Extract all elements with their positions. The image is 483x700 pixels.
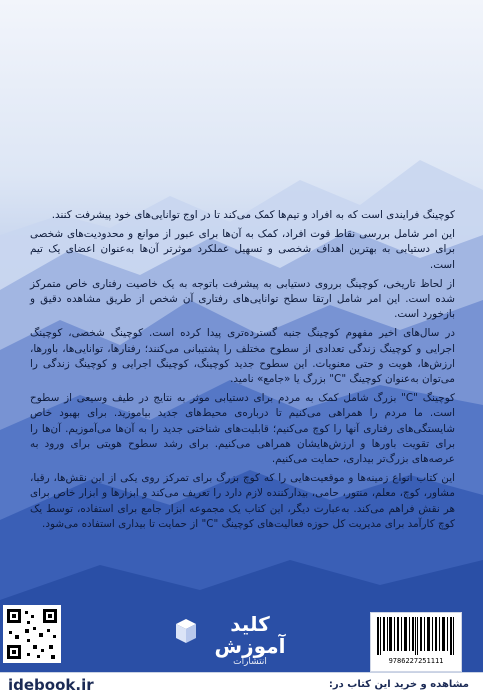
site-logo[interactable]: idebook.ir [8,676,94,694]
banner-text: مشاهده و خرید این کتاب در: [328,679,469,690]
publisher-name: کلید آموزش [214,612,286,658]
paragraph: این امر شامل بررسی نقاط قوت افراد، کمک به آن‌ها برای عبور از موانع و محدودیت‌های شخصی برای دستیابی به بهترین اهداف شخصی و تسهیل عملکرد موثرتر آن‌ها به‌عنوان اعضای یک تیم است. [30,228,455,271]
paragraph: در سال‌های اخیر مفهوم کوچینگ جنبه گسترده‌تری پیدا کرده است. کوچینگ شخصی، کوچینگ اجرایی و کوچینگ زندگی تعدادی از سطوح مختلف را پشتیبانی می‌کنند؛ رفتارها، توانایی‌ها، باورها، ارزش‌ها، هویت و حتی معنویات. این سطوح جدید کوچینگ، کوچینگ اجرایی و کوچینگ زندگی را می‌توان به‌عنوان کوچینگ "C" بزرگ یا «جامع» نامید. [30,327,455,386]
barcode-icon [377,617,455,655]
watermark-banner [0,672,483,700]
publisher-sub: انتشارات [233,657,267,667]
paragraph: این کتاب انواع زمینه‌ها و موقعیت‌هایی را که کوچ بزرگ برای تمرکز روی یکی از این نقش‌ها، رقبا، مشاور، کوچ، معلم، منتور، حامی، بیدارکننده لازم دارد را تعریف می‌کند و ابزارها و ابزار خاص برای هر نقش فراهم می‌کند. به‌عبارت دیگر، این کتاب یک مجموعه ابزار جامع برای استفاده، توسط یک کوچ کارآمد برای مدیریت کل حوزه فعالیت‌های کوچینگ "C" از حمایت تا بیداری استفاده می‌شود. [30,472,455,530]
book-description [30,208,455,536]
publisher-logo [208,612,292,667]
isbn-number: 9786227251111 [388,657,444,665]
paragraph: از لحاظ تاریخی، کوچینگ برروی دستیابی به پیشرفت باتوجه به یک خاصیت رفتاری خاص متمرکز شده است. این امر شامل ارتقا سطح توانایی‌های رفتاری آن شخص از طریق مشاهده دقیق و بازخورد است. [30,277,455,321]
publisher-logo-icon [175,618,197,644]
paragraph: کوچینگ "C" بزرگ شامل کمک به مردم برای دستیابی موثر به نتایج در طیف وسیعی از سطوح است. ما مردم را همراهی می‌کنیم تا درباره‌ی محیط‌های جدید بیاموزید. برای بهبود خاص شایستگی‌های رفتاری آنها را کوچ می‌کنیم؛ قابلیت‌های شناختی جدید را به آن‌ها می‌آموزیم. آن‌ها را برای تقویت باورها و ارزش‌هایشان همراهی می‌کنیم. برای رشد سطوح هویتی برای ورود به عرصه‌های بزرگ‌تر بیداری، حمایت می‌کنیم. [30,392,456,466]
qr-code [3,605,61,663]
isbn-barcode [370,612,462,672]
paragraph: کوچینگ فرایندی است که به افراد و تیم‌ها کمک می‌کند تا در اوج توانایی‌های خود پیشرفت کنند. [51,209,455,221]
